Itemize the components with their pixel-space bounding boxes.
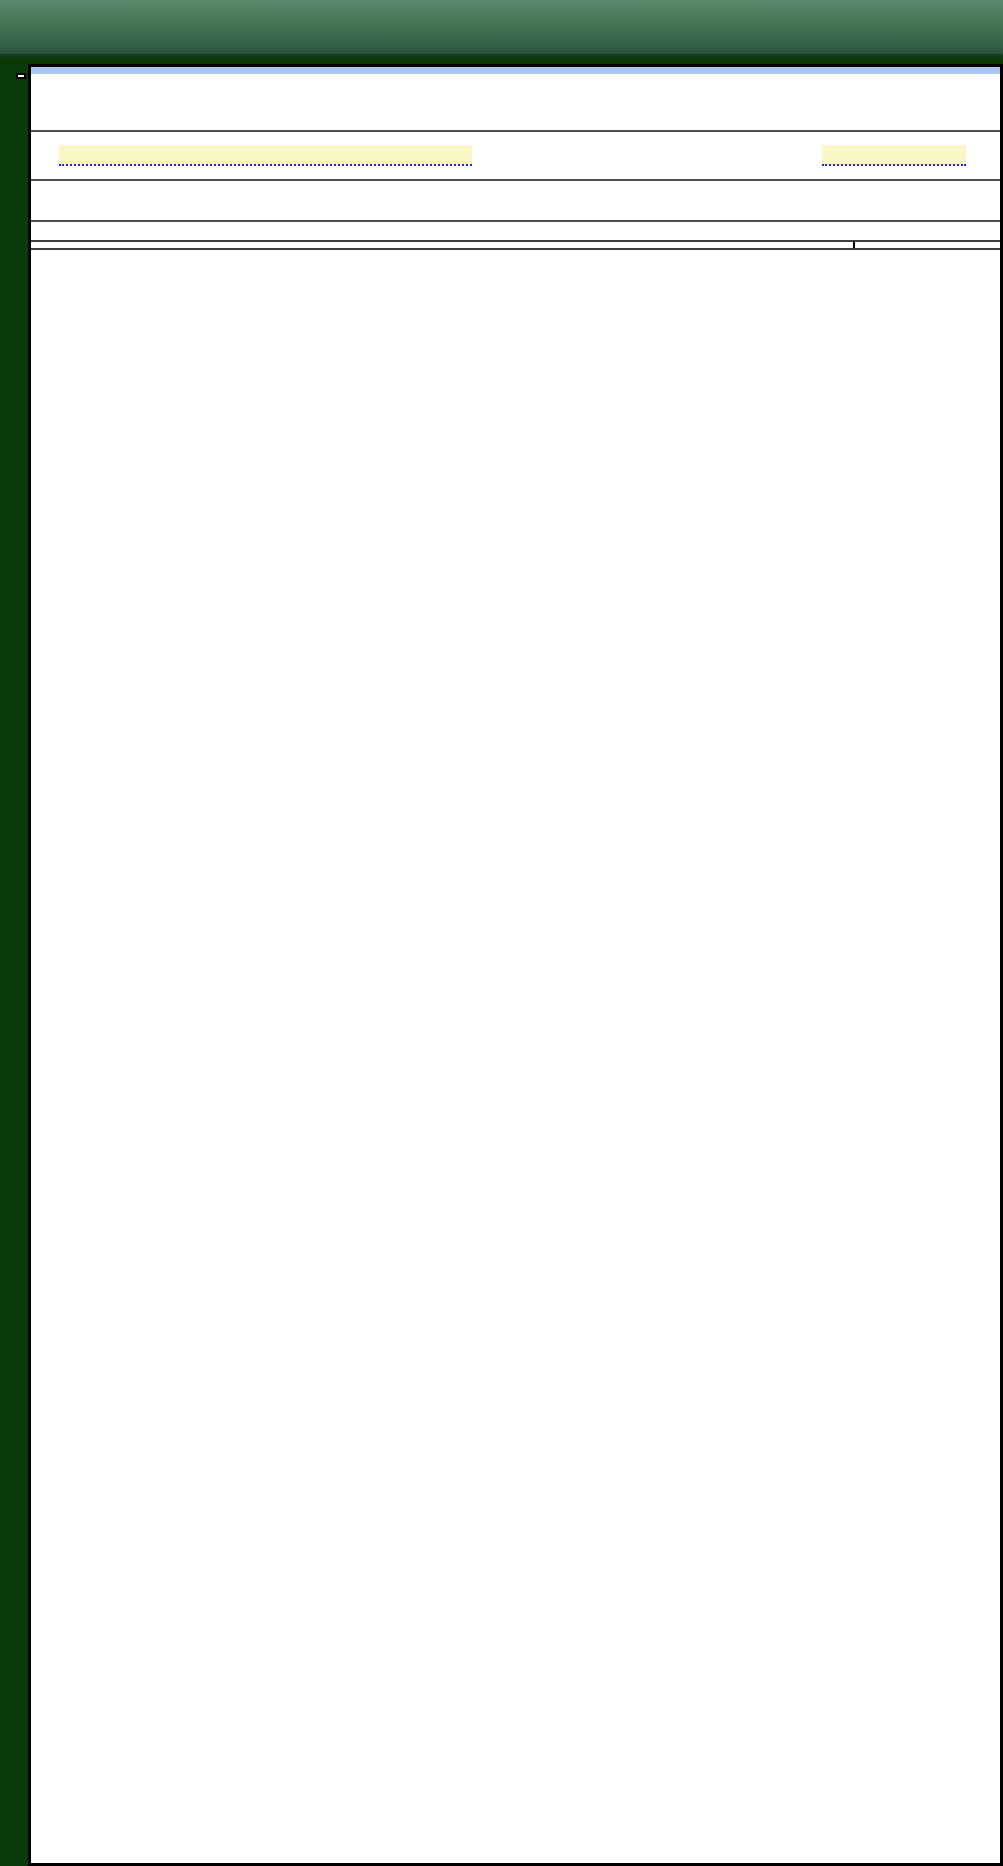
name-field[interactable]: [59, 145, 472, 166]
name-row: [31, 132, 1000, 179]
form-window: [28, 64, 1003, 1866]
top-toolbar: [0, 0, 1003, 57]
form-top-section: [31, 222, 1000, 223]
part1-heading: [31, 181, 1000, 220]
form-footer: [31, 259, 1000, 409]
form-header: [31, 74, 1000, 130]
ssn-field[interactable]: [822, 145, 966, 166]
expand-panel-button[interactable]: [16, 73, 26, 79]
form-amount-section: [31, 240, 1000, 250]
window-title-strip: [31, 67, 1000, 74]
